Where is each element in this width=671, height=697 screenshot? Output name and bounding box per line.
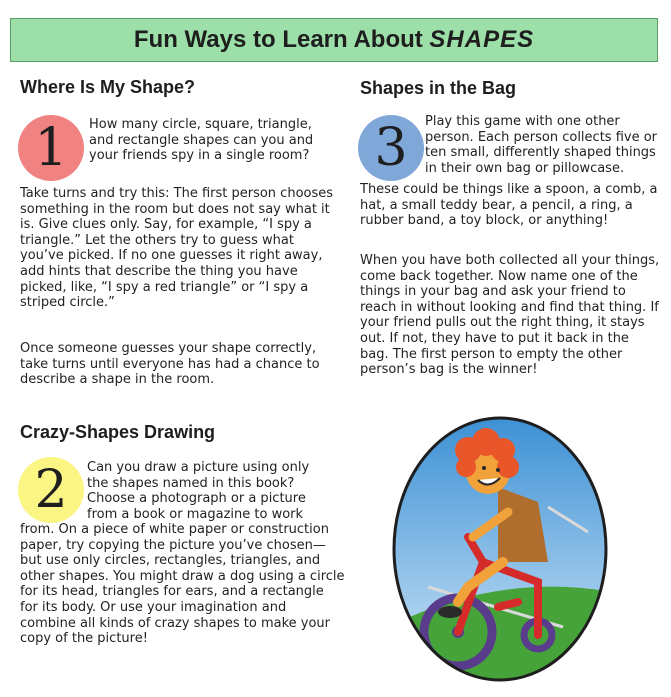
girl-on-tricycle-illustration [388,412,612,690]
number-2-badge: 2 [18,457,84,523]
banner-title-emphasis: SHAPES [429,26,535,53]
number-1-badge: 1 [18,115,84,181]
section-2-heading: Crazy-Shapes Drawing [20,422,216,442]
section-1-body-1: Take turns and try this: The first person chooses something in the room but does not say what it is. Give clues only. Say, for example, “I spy a triangle.” Let the others try to guess what you’ve picked. If no one guesses it right away, add hints that describe the thing you have picked, like, “I spy a red triangle” or “I spy a striped circle.” [20,186,334,311]
section-2-intro: Can you draw a picture using only the shapes named in this book? Choose a photograph or a picture from a book or magazine to work [87,460,310,522]
section-3-body-1: These could be things like a spoon, a comb, a hat, a small teddy bear, a pencil, a ring, a rubber band, a toy block, or anything! [360,182,658,229]
section-3-intro: Play this game with one other person. Each person collects five or ten small, differently shaped things in their own bag or pillowcase. [425,114,658,176]
section-3-body-2: When you have both collected all your things, come back together. Now name one of the things in your bag and ask your friend to reach in without looking and find that thing. If your friend pulls out the right thing, it stays out. If not, they have to put it back in the bag. The first person to empty the other person’s bag is the winner! [360,253,660,378]
banner-title: Fun Ways to Learn About [133,26,430,53]
section-1-heading: Where Is My Shape? [20,77,196,97]
section-1-intro: How many circle, square, triangle, and rectangle shapes can you and your friends spy in a single room? [89,117,314,164]
girl-on-tricycle-icon [388,412,612,686]
section-1-body-2: Once someone guesses your shape correctly, take turns until everyone has had a chance to describe a shape in the room. [20,341,320,388]
page-banner [10,18,658,62]
number-3-badge: 3 [358,115,424,181]
section-2-body: from. On a piece of white paper or construction paper, try copying the picture you’ve chosen—but use only circles, rectangles, triangles, and other shapes. You might draw a dog using a circle for its head, triangles for ears, and a rectangle for its body. Or use your imagination and combine all kinds of crazy shapes to make your copy of the picture! [20,522,345,647]
section-3-heading: Shapes in the Bag [360,78,517,98]
